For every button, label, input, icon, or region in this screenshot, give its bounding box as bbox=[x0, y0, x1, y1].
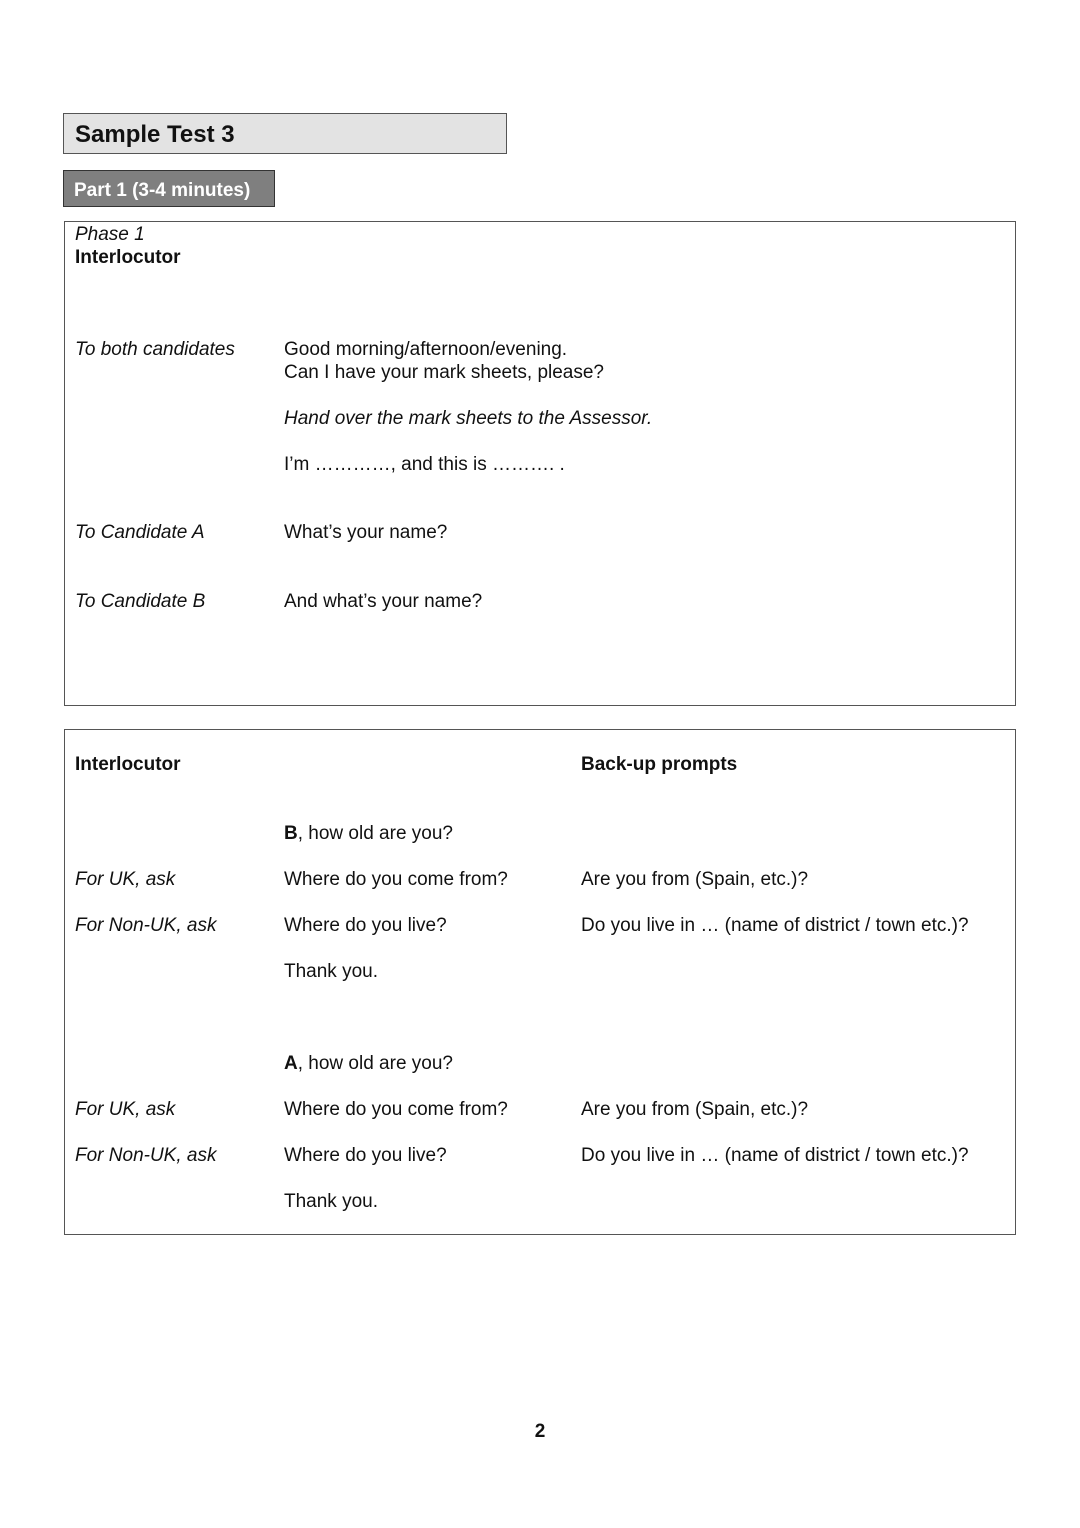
thanks-line: Thank you. bbox=[284, 1191, 378, 1212]
part-header bbox=[63, 170, 275, 207]
part-label: Part 1 (3-4 minutes) bbox=[74, 180, 251, 201]
age-question-text: , how old are you? bbox=[297, 1053, 453, 1074]
age-question-a bbox=[284, 1052, 453, 1075]
mark-sheets-line: Can I have your mark sheets, please? bbox=[284, 362, 605, 383]
uk-question: Where do you come from? bbox=[284, 1099, 508, 1120]
age-question-text: , how old are you? bbox=[297, 823, 453, 844]
uk-cue: For UK, ask bbox=[75, 869, 176, 890]
interlocutor-column-heading: Interlocutor bbox=[75, 754, 181, 775]
name-question-b: And what’s your name? bbox=[284, 591, 483, 612]
backup-prompts-heading: Back-up prompts bbox=[581, 754, 738, 775]
candidate-b-letter: B bbox=[284, 823, 298, 844]
thanks-line: Thank you. bbox=[284, 961, 378, 982]
introduction-line: I’m …………, and this is ………. . bbox=[284, 454, 565, 475]
title-box bbox=[63, 113, 507, 154]
page-number: 2 bbox=[534, 1421, 546, 1442]
uk-cue: For UK, ask bbox=[75, 1099, 176, 1120]
age-question-b bbox=[284, 822, 453, 845]
non-uk-cue: For Non-UK, ask bbox=[75, 1145, 217, 1166]
phase-label: Phase 1 bbox=[75, 224, 145, 245]
cue-both-candidates: To both candidates bbox=[75, 339, 235, 360]
name-question-a: What’s your name? bbox=[284, 522, 448, 543]
uk-question: Where do you come from? bbox=[284, 869, 508, 890]
interlocutor-heading: Interlocutor bbox=[75, 247, 181, 268]
uk-backup-prompt: Are you from (Spain, etc.)? bbox=[581, 869, 809, 890]
cue-candidate-b: To Candidate B bbox=[75, 591, 206, 612]
non-uk-question: Where do you live? bbox=[284, 915, 447, 936]
page-title: Sample Test 3 bbox=[75, 121, 235, 148]
non-uk-backup-prompt: Do you live in … (name of district / town etc.)? bbox=[581, 1145, 969, 1166]
handover-instruction: Hand over the mark sheets to the Assessor. bbox=[284, 408, 653, 429]
uk-backup-prompt: Are you from (Spain, etc.)? bbox=[581, 1099, 809, 1120]
cue-candidate-a: To Candidate A bbox=[75, 522, 205, 543]
greeting-line: Good morning/afternoon/evening. bbox=[284, 339, 568, 360]
non-uk-backup-prompt: Do you live in … (name of district / town etc.)? bbox=[581, 915, 969, 936]
non-uk-question: Where do you live? bbox=[284, 1145, 447, 1166]
candidate-a-letter: A bbox=[284, 1053, 298, 1074]
non-uk-cue: For Non-UK, ask bbox=[75, 915, 217, 936]
